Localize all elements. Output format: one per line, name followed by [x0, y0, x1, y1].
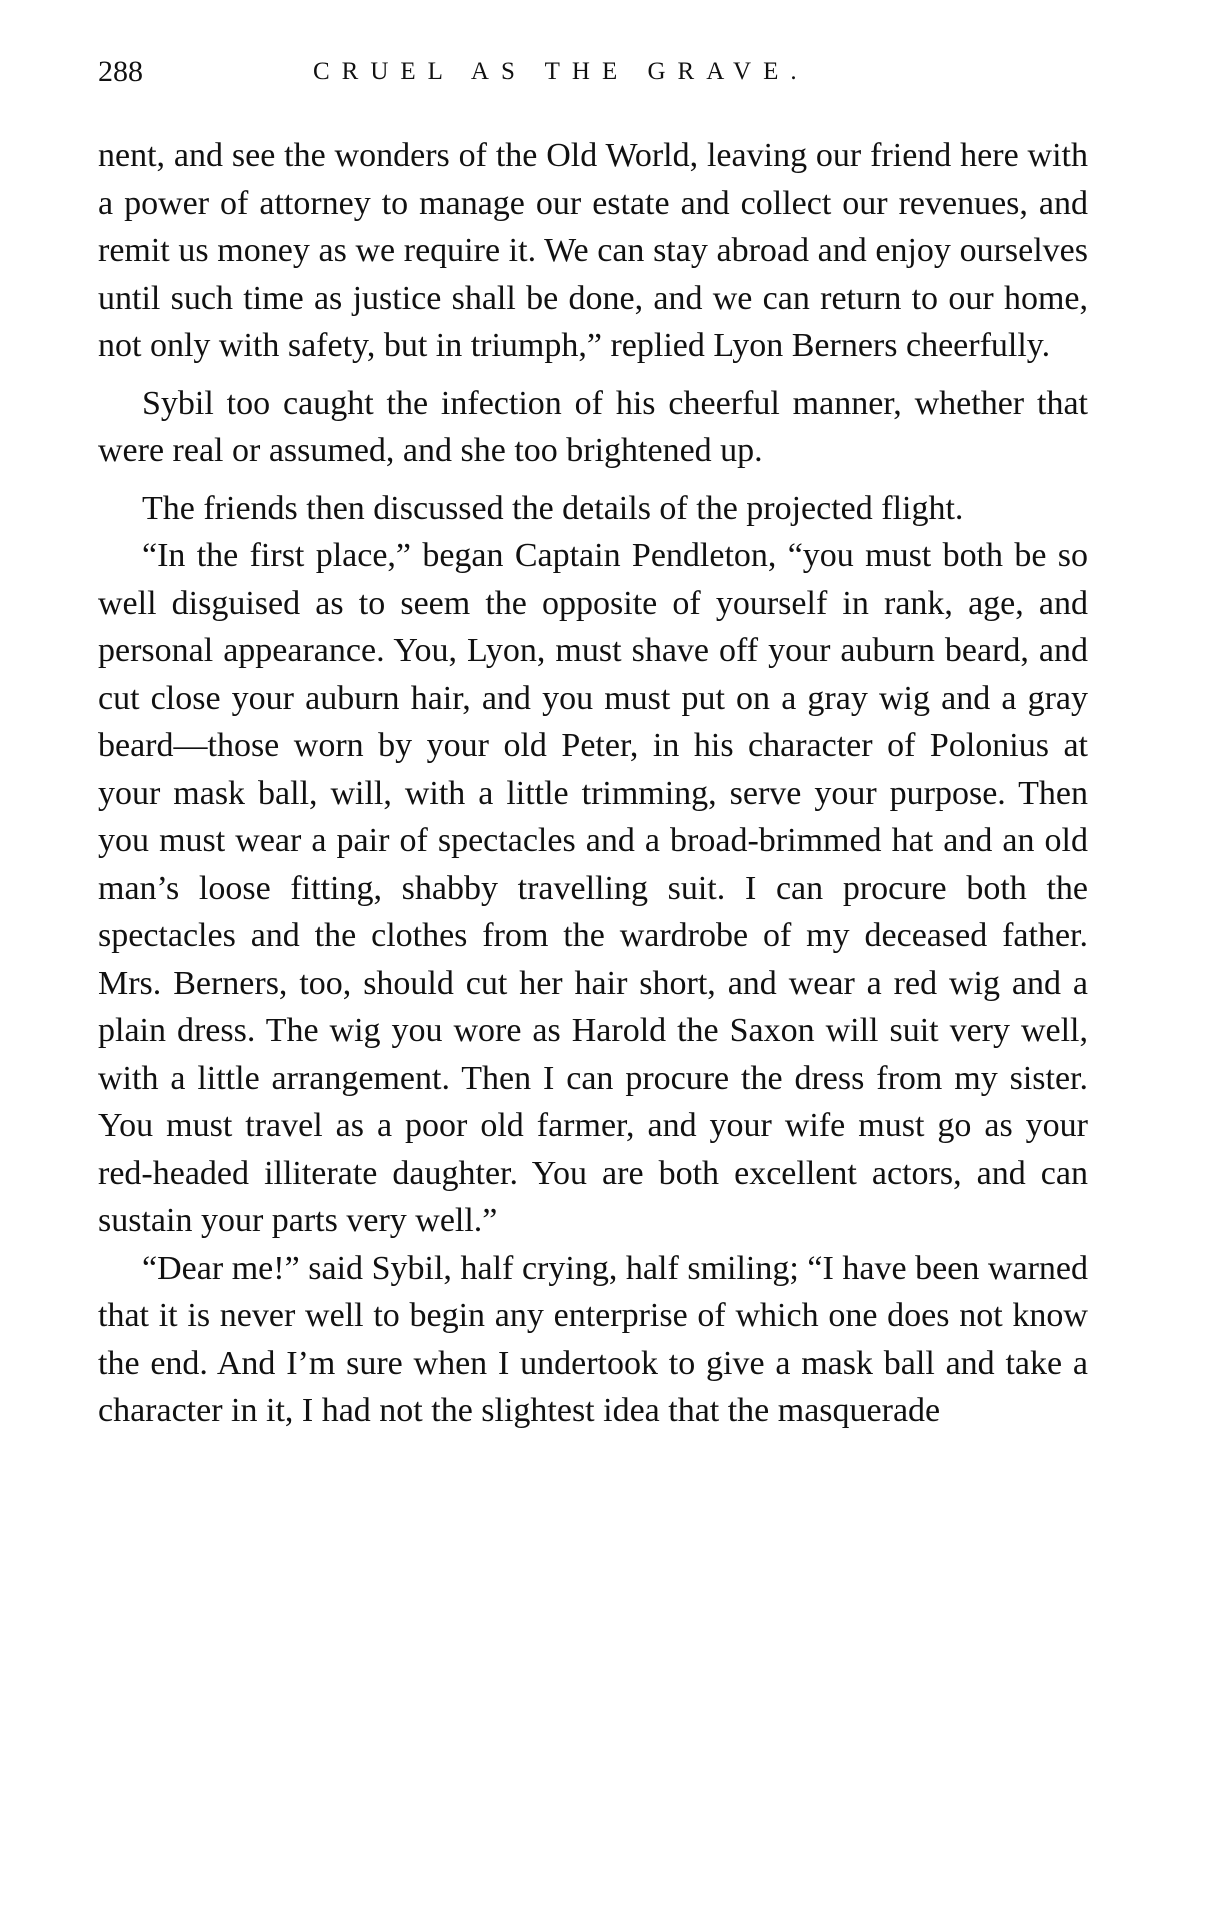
- running-title: CRUEL AS THE GRAVE.: [313, 58, 809, 85]
- paragraph: “In the first place,” began Captain Pendleton, “you must both be so well disguised as to seem the opposite of yourself in rank, age, and personal appearance. You, Lyon, must shave off your auburn beard, and cut close your auburn hair, and you must put on a gray wig and a gray beard—those worn by your old Peter, in his character of Polonius at your mask ball, will, with a little trimming, serve your purpose. Then you must wear a pair of spectacles and a broad-brimmed hat and an old man’s loose fitting, shabby travelling suit. I can procure both the spectacles and the clothes from the wardrobe of my deceased father. Mrs. Berners, too, should cut her hair short, and wear a red wig and a plain dress. The wig you wore as Harold the Saxon will suit very well, with a little arrangement. Then I can procure the dress from my sister. You must travel as a poor old farmer, and your wife must go as your red-headed illiterate daughter. You are both excellent actors, and can sustain your parts very well.”: [98, 537, 1088, 1239]
- paragraph-continued: nent, and see the wonders of the Old World, leaving our friend here with a power of attorney to manage our estate and collect our revenues, and remit us money as we require it. We can stay abroad and enjoy ourselves until such time as justice shall be done, and we can return to our home, not only with safety, but in triumph,” replied Lyon Berners cheerfully.: [98, 137, 1088, 364]
- running-head: [98, 52, 1088, 92]
- paragraph: “Dear me!” said Sybil, half crying, half smiling; “I have been warned that it is never well to begin any enterprise of which one does not know the end. And I’m sure when I undertook to give a mask ball and take a character in it, I had not the slightest idea that the masquerade: [98, 1249, 1088, 1429]
- body-text: [98, 132, 1088, 1435]
- page-number: 288: [98, 55, 143, 88]
- paragraph: The friends then discussed the details of the projected flight.: [142, 489, 964, 527]
- paragraph: Sybil too caught the infection of his cheerful manner, whether that were real or assumed, and she too brightened up.: [98, 384, 1088, 469]
